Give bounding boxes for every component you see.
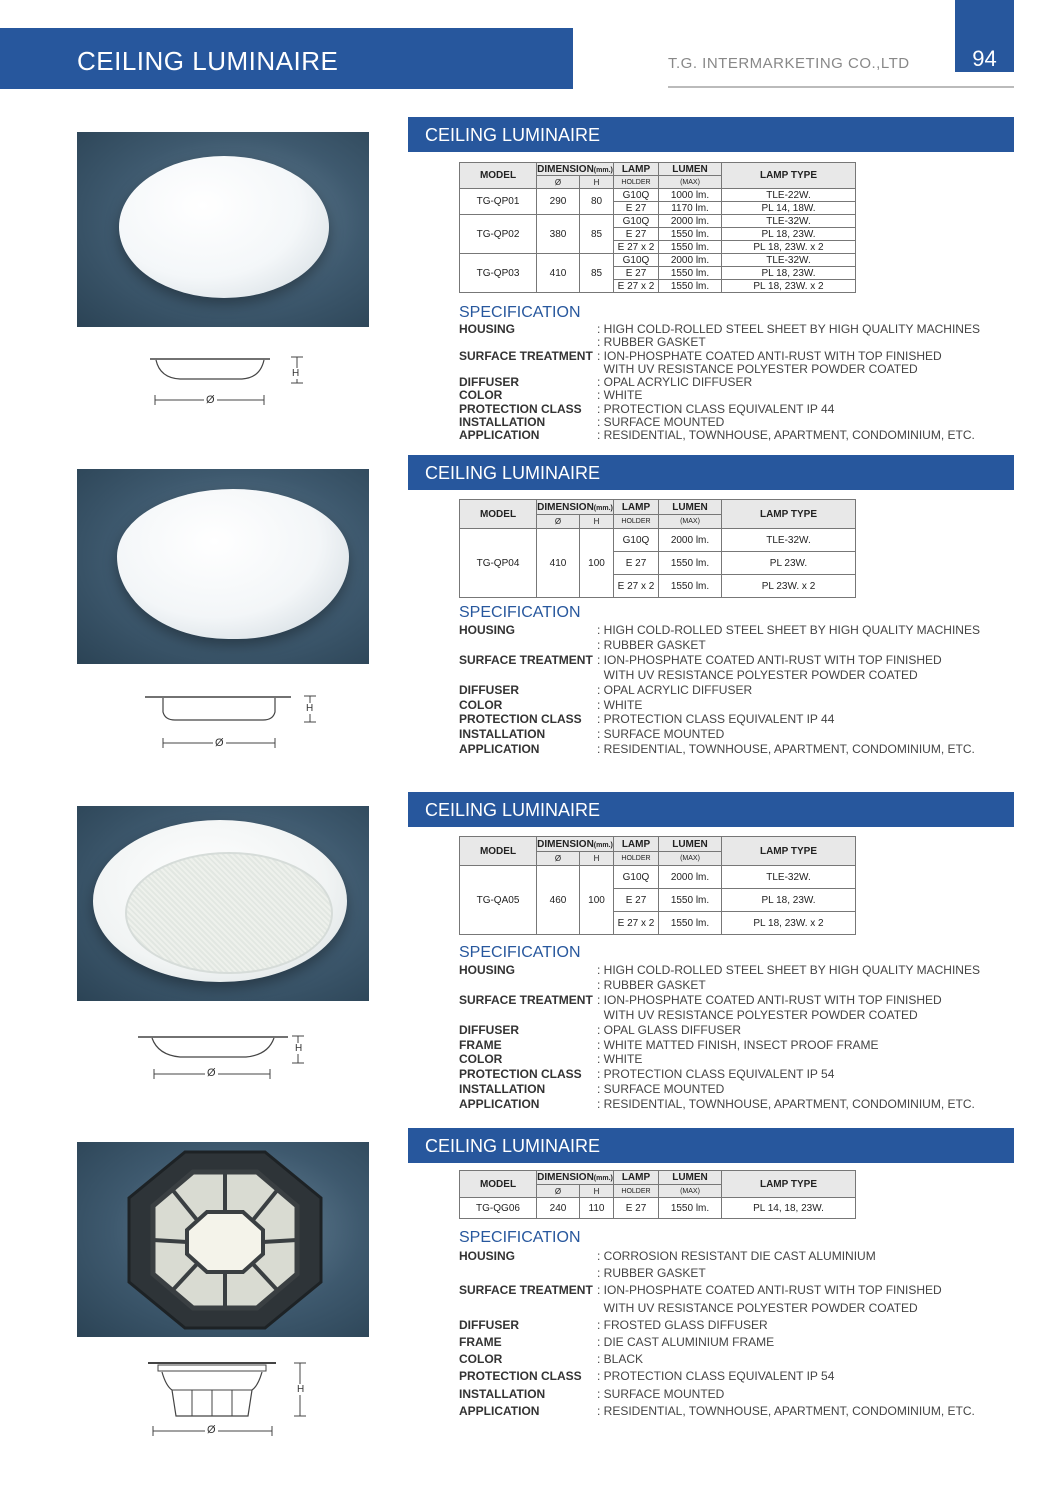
spec-list <box>459 623 980 757</box>
specification-block <box>459 604 980 757</box>
spec-label: SURFACE TREATMENT <box>459 652 593 667</box>
luminaire-image <box>117 489 349 639</box>
product-photo-qg06 <box>77 1142 369 1337</box>
col-unit: (mm.) <box>593 1175 613 1182</box>
spec-label: APPLICATION <box>459 742 540 757</box>
cell-lumen: 2000 lm. <box>659 254 722 267</box>
cell-holder: G10Q <box>614 866 659 889</box>
spec-value: : WHITE <box>597 388 643 403</box>
spec-value: : PROTECTION CLASS EQUIVALENT IP 54 <box>597 1369 835 1384</box>
spec-value: : SURFACE MOUNTED <box>597 1386 725 1401</box>
product-table-4 <box>459 1170 856 1219</box>
spec-label: PROTECTION CLASS <box>459 1369 582 1384</box>
col-model: MODEL <box>460 500 537 529</box>
cell-lamp-type: PL 18, 23W. <box>722 889 856 912</box>
product-photo-qp04 <box>77 469 369 664</box>
spec-value: : ION-PHOSPHATE COATED ANTI-RUST WITH TOP FINISHED <box>597 348 942 363</box>
cell-lamp-type: TLE-32W. <box>722 254 856 267</box>
cell-holder: E 27 <box>614 267 659 280</box>
spec-value: : SURFACE MOUNTED <box>597 415 725 430</box>
col-h: H <box>580 1185 614 1198</box>
spec-value: : ION-PHOSPHATE COATED ANTI-RUST WITH TOP FINISHED <box>597 652 942 667</box>
spec-value: : RESIDENTIAL, TOWNHOUSE, APARTMENT, CONDOMINIUM, ETC. <box>597 1097 975 1112</box>
company-name: T.G. INTERMARKETING CO.,LTD <box>668 55 910 72</box>
cell-holder: G10Q <box>614 254 659 267</box>
spec-value: : ION-PHOSPHATE COATED ANTI-RUST WITH TOP FINISHED <box>597 992 942 1007</box>
spec-value: : PROTECTION CLASS EQUIVALENT IP 44 <box>597 712 835 727</box>
luminaire-image <box>125 1150 325 1330</box>
spec-label <box>459 668 597 683</box>
spec-label <box>459 638 597 653</box>
cell-h: 100 <box>580 529 614 598</box>
spec-label: PROTECTION CLASS <box>459 1067 582 1082</box>
col-model: MODEL <box>460 837 537 866</box>
spec-label: APPLICATION <box>459 1403 540 1418</box>
spec-title: SPECIFICATION <box>459 1229 581 1246</box>
cell-holder: G10Q <box>614 529 659 552</box>
cell-dia: 380 <box>537 215 580 254</box>
cell-lumen: 1550 lm. <box>659 912 722 935</box>
cell-lumen: 1550 lm. <box>659 552 722 575</box>
col-dimension: DIMENSION <box>537 163 594 175</box>
spec-value: : PROTECTION CLASS EQUIVALENT IP 44 <box>597 401 835 416</box>
cell-holder: G10Q <box>614 215 659 228</box>
col-max: (MAX) <box>659 515 722 529</box>
section-title: CEILING LUMINAIRE <box>408 1128 1014 1163</box>
col-dimension: DIMENSION <box>537 501 594 513</box>
cell-dia: 290 <box>537 189 580 215</box>
cell-lumen: 1550 lm. <box>659 267 722 280</box>
spec-value: : HIGH COLD-ROLLED STEEL SHEET BY HIGH QUALITY MACHINES <box>597 963 980 977</box>
col-max: (MAX) <box>659 852 722 866</box>
col-unit: (mm.) <box>593 841 613 849</box>
section-title: CEILING LUMINAIRE <box>408 117 1014 152</box>
spec-value: : HIGH COLD-ROLLED STEEL SHEET BY HIGH QUALITY MACHINES <box>597 322 980 336</box>
spec-value: : RESIDENTIAL, TOWNHOUSE, APARTMENT, CONDOMINIUM, ETC. <box>597 1403 975 1418</box>
cell-lumen: 1000 lm. <box>659 189 722 202</box>
spec-value: WITH UV RESISTANCE POLYESTER POWDER COATED <box>597 667 918 682</box>
col-lamp: LAMP <box>614 500 659 515</box>
spec-label: PROTECTION CLASS <box>459 401 582 416</box>
spec-value: : RUBBER GASKET <box>597 637 706 652</box>
spec-value: : SURFACE MOUNTED <box>597 1082 725 1097</box>
spec-label: INSTALLATION <box>459 415 546 430</box>
cell-holder: E 27 x 2 <box>614 280 659 293</box>
col-dia: Ø <box>537 1185 580 1198</box>
spec-label: PROTECTION CLASS <box>459 712 582 727</box>
cell-lumen: 1170 lm. <box>659 202 722 215</box>
col-lumen: LUMEN <box>659 163 722 176</box>
specification-block <box>459 1229 975 1420</box>
spec-value: : HIGH COLD-ROLLED STEEL SHEET BY HIGH QUALITY MACHINES <box>597 623 980 637</box>
cell-lamp-type: TLE-32W. <box>722 215 856 228</box>
col-lamp-type: LAMP TYPE <box>722 1171 856 1198</box>
spec-value: WITH UV RESISTANCE POLYESTER POWDER COATED <box>597 361 918 376</box>
cell-model: TG-QP03 <box>460 254 537 293</box>
cell-holder: E 27 <box>614 1198 659 1219</box>
col-holder: HOLDER <box>614 176 659 189</box>
dimension-drawing-qp01 <box>150 352 320 416</box>
spec-value: : RUBBER GASKET <box>597 977 706 992</box>
height-label: H <box>306 703 314 714</box>
col-max: (MAX) <box>659 176 722 189</box>
col-lamp: LAMP <box>614 1171 659 1185</box>
spec-title: SPECIFICATION <box>459 944 581 961</box>
col-h: H <box>580 852 614 866</box>
spec-label: HOUSING <box>459 963 516 977</box>
cell-lumen: 1550 lm. <box>659 228 722 241</box>
cell-lamp-type: TLE-32W. <box>722 529 856 552</box>
spec-label: DIFFUSER <box>459 682 519 697</box>
col-model: MODEL <box>460 163 537 189</box>
spec-label: APPLICATION <box>459 428 540 443</box>
col-dia: Ø <box>537 176 580 189</box>
spec-label: SURFACE TREATMENT <box>459 992 593 1007</box>
cell-holder: E 27 x 2 <box>614 241 659 254</box>
col-lumen: LUMEN <box>659 837 722 852</box>
spec-value: WITH UV RESISTANCE POLYESTER POWDER COATED <box>597 1300 918 1315</box>
spec-value: : OPAL GLASS DIFFUSER <box>597 1022 742 1037</box>
col-lumen: LUMEN <box>659 1171 722 1185</box>
spec-value: : OPAL ACRYLIC DIFFUSER <box>597 375 753 390</box>
cell-model: TG-QA05 <box>460 866 537 935</box>
spec-label: FRAME <box>459 1037 502 1052</box>
cell-holder: E 27 <box>614 202 659 215</box>
spec-label <box>459 1265 597 1282</box>
col-lamp-type: LAMP TYPE <box>722 837 856 866</box>
spec-label: COLOR <box>459 388 503 403</box>
spec-value: : PROTECTION CLASS EQUIVALENT IP 54 <box>597 1067 835 1082</box>
col-dia: Ø <box>537 515 580 529</box>
cell-h: 110 <box>580 1198 614 1219</box>
col-holder: HOLDER <box>614 515 659 529</box>
cell-lamp-type: PL 14, 18, 23W. <box>722 1198 856 1219</box>
cell-dia: 410 <box>537 529 580 598</box>
spec-label: COLOR <box>459 1352 503 1367</box>
cell-lumen: 1550 lm. <box>659 1198 722 1219</box>
col-lamp: LAMP <box>614 837 659 852</box>
section-title: CEILING LUMINAIRE <box>408 792 1014 827</box>
height-label: H <box>295 1043 303 1054</box>
cell-lamp-type: PL 14, 18W. <box>722 202 856 215</box>
diameter-label: Ø <box>215 737 224 749</box>
spec-label: HOUSING <box>459 322 516 336</box>
cell-lamp-type: PL 18, 23W. <box>722 267 856 280</box>
dimension-drawing-qa05 <box>138 1033 318 1091</box>
cell-lamp-type: PL 18, 23W. x 2 <box>722 912 856 935</box>
col-holder: HOLDER <box>614 852 659 866</box>
spec-list <box>459 1248 975 1420</box>
col-lamp-type: LAMP TYPE <box>722 163 856 189</box>
product-table-1 <box>459 162 856 293</box>
spec-label <box>459 336 597 349</box>
height-label: H <box>297 1384 305 1395</box>
cell-model: TG-QP01 <box>460 189 537 215</box>
spec-value: : FROSTED GLASS DIFFUSER <box>597 1317 768 1332</box>
col-dimension: DIMENSION <box>537 1172 594 1183</box>
cell-holder: E 27 <box>614 228 659 241</box>
spec-list <box>459 963 980 1112</box>
col-model: MODEL <box>460 1171 537 1198</box>
spec-value: : WHITE MATTED FINISH, INSECT PROOF FRAME <box>597 1037 879 1052</box>
spec-value: : BLACK <box>597 1352 644 1367</box>
spec-label: SURFACE TREATMENT <box>459 1283 593 1298</box>
spec-label: INSTALLATION <box>459 1082 546 1097</box>
spec-value: : RESIDENTIAL, TOWNHOUSE, APARTMENT, CONDOMINIUM, ETC. <box>597 428 975 443</box>
spec-label: COLOR <box>459 697 503 712</box>
cell-h: 85 <box>580 215 614 254</box>
spec-label: HOUSING <box>459 1249 516 1263</box>
spec-label: SURFACE TREATMENT <box>459 348 593 363</box>
cell-model: TG-QG06 <box>460 1198 537 1219</box>
cell-model: TG-QP02 <box>460 215 537 254</box>
cell-lamp-type: TLE-32W. <box>722 866 856 889</box>
cell-lamp-type: PL 18, 23W. x 2 <box>722 280 856 293</box>
product-photo-qp01 <box>77 132 369 327</box>
diameter-label: Ø <box>207 1067 216 1079</box>
dimension-drawing-qg06 <box>148 1360 318 1444</box>
cell-h: 85 <box>580 254 614 293</box>
spec-label: INSTALLATION <box>459 727 546 742</box>
spec-value: : OPAL ACRYLIC DIFFUSER <box>597 682 753 697</box>
col-dimension: DIMENSION <box>537 838 594 850</box>
spec-value: : WHITE <box>597 697 643 712</box>
cell-lumen: 1550 lm. <box>659 241 722 254</box>
spec-label: APPLICATION <box>459 1097 540 1112</box>
cell-lumen: 1550 lm. <box>659 889 722 912</box>
page-title: CEILING LUMINAIRE <box>77 46 339 76</box>
spec-label: DIFFUSER <box>459 1317 519 1332</box>
cell-holder: E 27 <box>614 552 659 575</box>
spec-label: INSTALLATION <box>459 1386 546 1401</box>
spec-title: SPECIFICATION <box>459 304 581 321</box>
spec-label <box>459 978 597 993</box>
cell-lumen: 2000 lm. <box>659 866 722 889</box>
col-lamp-type: LAMP TYPE <box>722 500 856 529</box>
product-table-3 <box>459 836 856 935</box>
cell-lamp-type: PL 18, 23W. x 2 <box>722 241 856 254</box>
product-table-2 <box>459 499 856 598</box>
col-unit: (mm.) <box>593 166 613 174</box>
cell-lamp-type: PL 23W. <box>722 552 856 575</box>
col-h: H <box>580 515 614 529</box>
height-label: H <box>292 368 300 379</box>
cell-lamp-type: PL 18, 23W. <box>722 228 856 241</box>
spec-value: : CORROSION RESISTANT DIE CAST ALUMINIUM <box>597 1249 876 1263</box>
cell-lamp-type: PL 23W. x 2 <box>722 575 856 598</box>
spec-title: SPECIFICATION <box>459 604 581 621</box>
col-holder: HOLDER <box>614 1185 659 1198</box>
cell-holder: E 27 x 2 <box>614 575 659 598</box>
dimension-drawing-qp04 <box>145 692 325 754</box>
cell-lumen: 1550 lm. <box>659 575 722 598</box>
specification-block <box>459 944 980 1112</box>
section-title: CEILING LUMINAIRE <box>408 455 1014 490</box>
luminaire-image <box>119 156 329 298</box>
cell-holder: G10Q <box>614 189 659 202</box>
spec-label <box>459 1300 597 1317</box>
cell-lumen: 2000 lm. <box>659 215 722 228</box>
col-dia: Ø <box>537 852 580 866</box>
cell-dia: 410 <box>537 254 580 293</box>
col-max: (MAX) <box>659 1185 722 1198</box>
cell-dia: 240 <box>537 1198 580 1219</box>
col-lamp: LAMP <box>614 163 659 176</box>
spec-label <box>459 363 597 376</box>
page-number: 94 <box>972 46 997 71</box>
cell-model: TG-QP04 <box>460 529 537 598</box>
diameter-label: Ø <box>206 394 215 406</box>
spec-label: DIFFUSER <box>459 375 519 390</box>
product-photo-qa05 <box>77 806 369 1001</box>
spec-label: HOUSING <box>459 623 516 637</box>
cell-h: 80 <box>580 189 614 215</box>
cell-lamp-type: TLE-22W. <box>722 189 856 202</box>
col-h: H <box>580 176 614 189</box>
cell-holder: E 27 x 2 <box>614 912 659 935</box>
cell-dia: 460 <box>537 866 580 935</box>
spec-label: COLOR <box>459 1052 503 1067</box>
spec-value: WITH UV RESISTANCE POLYESTER POWDER COATED <box>597 1007 918 1022</box>
cell-holder: E 27 <box>614 889 659 912</box>
cell-h: 100 <box>580 866 614 935</box>
spec-value: : RUBBER GASKET <box>597 335 706 350</box>
spec-value: : WHITE <box>597 1052 643 1067</box>
spec-value: : RUBBER GASKET <box>597 1266 706 1281</box>
col-lumen: LUMEN <box>659 500 722 515</box>
spec-label <box>459 1008 597 1023</box>
spec-value: : RESIDENTIAL, TOWNHOUSE, APARTMENT, CONDOMINIUM, ETC. <box>597 742 975 757</box>
spec-label: FRAME <box>459 1335 502 1350</box>
spec-value: : ION-PHOSPHATE COATED ANTI-RUST WITH TOP FINISHED <box>597 1283 942 1298</box>
diffuser-glass <box>125 852 333 974</box>
col-unit: (mm.) <box>593 504 613 512</box>
specification-block <box>459 304 980 443</box>
diameter-label: Ø <box>207 1424 216 1436</box>
spec-value: : SURFACE MOUNTED <box>597 727 725 742</box>
spec-list <box>459 323 980 443</box>
header-divider <box>668 86 1014 88</box>
cell-lumen: 2000 lm. <box>659 529 722 552</box>
spec-label: DIFFUSER <box>459 1022 519 1037</box>
cell-lumen: 1550 lm. <box>659 280 722 293</box>
spec-value: : DIE CAST ALUMINIUM FRAME <box>597 1335 775 1350</box>
